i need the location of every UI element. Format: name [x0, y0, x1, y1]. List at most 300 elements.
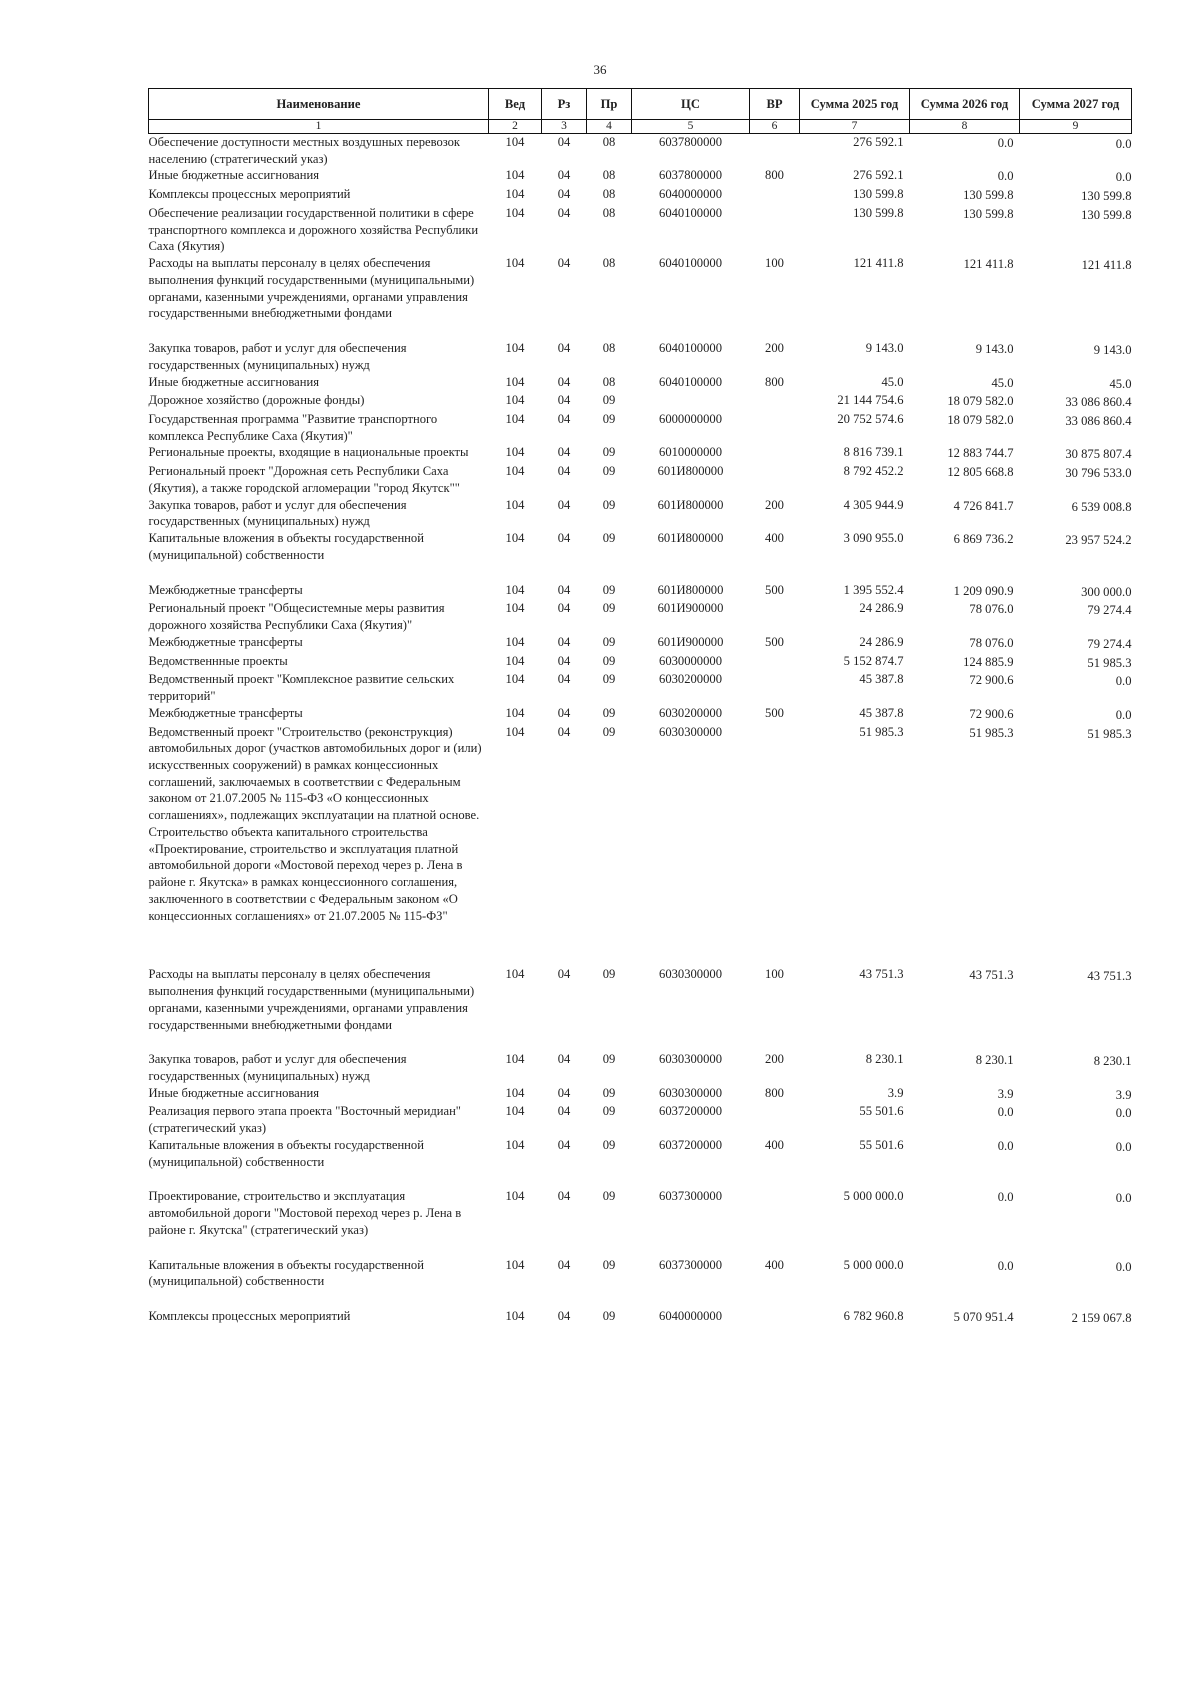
row-name: Закупка товаров, работ и услуг для обеспечения государственных (муниципальных) нужд — [148, 341, 407, 372]
row-rz: 04 — [557, 187, 571, 202]
row-sum-2027: 0.0 — [1115, 1139, 1132, 1154]
row-pr: 09 — [602, 1085, 616, 1100]
column-number: 5 — [632, 120, 750, 134]
row-rz: 04 — [557, 1189, 571, 1204]
row-ved: 104 — [505, 135, 525, 149]
row-cs: 6037800000 — [659, 168, 722, 183]
row-ved: 104 — [505, 1104, 525, 1119]
row-sum-2026: 0.0 — [997, 136, 1014, 150]
row-ved: 104 — [505, 412, 525, 427]
row-pr: 09 — [602, 1257, 616, 1272]
row-pr: 09 — [602, 412, 616, 427]
table-row — [149, 600, 1132, 633]
row-sum-2026: 130 599.8 — [963, 206, 1014, 221]
row-rz: 04 — [557, 967, 571, 982]
row-name: Дорожное хозяйство (дорожные фонды) — [148, 393, 365, 408]
row-vr — [750, 463, 800, 496]
row-cs: 6030200000 — [659, 705, 722, 720]
table-row — [149, 966, 1132, 1051]
row-sum-2027: 30 875 807.4 — [1065, 447, 1132, 462]
row-pr: 09 — [602, 967, 616, 982]
row-name: Комплексы процессных мероприятий — [148, 187, 351, 202]
budget-table — [148, 88, 1132, 1327]
row-sum-2027: 51 985.3 — [1087, 726, 1132, 741]
header-sum-2025: Сумма 2025 год — [800, 89, 910, 120]
row-cs: 601И800000 — [657, 497, 724, 512]
row-pr: 09 — [602, 724, 616, 739]
row-pr: 09 — [602, 672, 616, 687]
table-row — [149, 411, 1132, 444]
row-name: Межбюджетные трансферты — [148, 705, 303, 720]
row-pr: 09 — [602, 1137, 616, 1152]
header-cs: ЦС — [632, 89, 750, 120]
row-ved: 104 — [505, 705, 525, 720]
column-number: 2 — [489, 120, 542, 134]
row-ved: 104 — [505, 601, 525, 616]
row-cs: 6030300000 — [659, 1052, 722, 1067]
row-sum-2026: 5 070 951.4 — [953, 1310, 1014, 1325]
row-pr: 08 — [602, 374, 616, 389]
row-sum-2026: 12 805 668.8 — [947, 465, 1014, 480]
row-sum-2025: 4 305 944.9 — [843, 497, 904, 512]
row-vr: 100 — [765, 256, 784, 271]
row-rz: 04 — [557, 412, 571, 427]
row-pr: 08 — [602, 187, 616, 202]
row-ved: 104 — [505, 1085, 525, 1100]
table-row — [149, 497, 1132, 530]
row-vr — [750, 444, 800, 463]
row-rz: 04 — [557, 601, 571, 616]
row-rz: 04 — [557, 531, 571, 546]
row-cs: 601И900000 — [657, 601, 724, 616]
row-pr: 09 — [602, 445, 616, 460]
row-cs: 6037300000 — [659, 1257, 722, 1272]
row-vr: 200 — [765, 497, 784, 512]
row-sum-2026: 72 900.6 — [969, 706, 1014, 721]
row-sum-2025: 130 599.8 — [853, 187, 904, 202]
row-sum-2027: 0.0 — [1115, 707, 1132, 722]
row-sum-2025: 8 816 739.1 — [843, 445, 904, 460]
row-vr — [750, 1103, 800, 1136]
row-name: Ведомственнные проекты — [148, 653, 288, 668]
row-sum-2025: 5 000 000.0 — [843, 1257, 904, 1272]
row-name: Расходы на выплаты персоналу в целях обеспечения выполнения функций государственными (муниципальными) органами, казенными учреждениями, органами управления государственными внебюджетными фондами — [148, 967, 475, 1032]
table-row — [149, 582, 1132, 601]
row-vr — [750, 186, 800, 205]
row-name: Региональный проект "Дорожная сеть Республики Саха (Якутия), а также городской агломерации "город Якутск"" — [148, 464, 460, 495]
row-cs: 6040000000 — [659, 1309, 722, 1324]
row-sum-2025: 24 286.9 — [859, 601, 904, 616]
row-cs: 6037300000 — [659, 1189, 722, 1204]
column-number: 9 — [1020, 120, 1132, 134]
row-vr: 400 — [765, 1137, 784, 1152]
row-pr: 09 — [602, 1189, 616, 1204]
row-pr: 09 — [602, 1052, 616, 1067]
row-pr: 09 — [602, 582, 616, 597]
row-rz: 04 — [557, 672, 571, 687]
row-rz: 04 — [557, 256, 571, 271]
row-sum-2027: 0.0 — [1115, 1191, 1132, 1206]
row-vr — [750, 134, 800, 168]
header-vr: ВР — [750, 89, 800, 120]
row-sum-2026: 124 885.9 — [963, 654, 1014, 669]
row-sum-2026: 78 076.0 — [969, 602, 1014, 617]
row-rz: 04 — [557, 1309, 571, 1324]
row-sum-2026: 0.0 — [997, 1258, 1014, 1273]
header-sum-2026: Сумма 2026 год — [910, 89, 1020, 120]
table-row — [149, 634, 1132, 653]
row-name: Комплексы процессных мероприятий — [148, 1309, 351, 1324]
row-cs: 6040100000 — [659, 205, 722, 220]
row-sum-2025: 276 592.1 — [853, 135, 904, 149]
row-vr — [750, 1188, 800, 1256]
table-body — [149, 134, 1132, 1327]
row-vr: 200 — [765, 1052, 784, 1067]
row-name: Обеспечение реализации государственной политики в сфере транспортного комплекса и дорожного хозяйства Республики Саха (Якутия) — [148, 205, 479, 254]
row-sum-2025: 51 985.3 — [859, 724, 904, 739]
row-sum-2027: 6 539 008.8 — [1071, 499, 1132, 514]
row-sum-2027: 121 411.8 — [1081, 258, 1132, 273]
row-sum-2026: 12 883 744.7 — [947, 446, 1014, 461]
row-cs: 601И800000 — [657, 582, 724, 597]
table-row — [149, 671, 1132, 704]
header-name: Наименование — [149, 89, 489, 120]
row-rz: 04 — [557, 1085, 571, 1100]
row-sum-2025: 20 752 574.6 — [837, 412, 904, 427]
row-vr — [750, 1308, 800, 1327]
row-sum-2025: 3 090 955.0 — [843, 531, 904, 546]
row-name: Государственная программа "Развитие транспортного комплекса Республике Саха (Якутия)" — [148, 412, 438, 443]
table-row — [149, 1308, 1132, 1327]
row-pr: 09 — [602, 653, 616, 668]
row-sum-2026: 43 751.3 — [969, 968, 1014, 983]
row-vr: 500 — [765, 634, 784, 649]
row-ved: 104 — [505, 653, 525, 668]
row-rz: 04 — [557, 341, 571, 356]
row-sum-2025: 55 501.6 — [859, 1137, 904, 1152]
row-sum-2026: 72 900.6 — [969, 673, 1014, 688]
row-sum-2025: 21 144 754.6 — [837, 393, 904, 408]
table-row — [149, 724, 1132, 967]
row-sum-2025: 24 286.9 — [859, 634, 904, 649]
row-cs: 6030300000 — [659, 967, 722, 982]
row-name: Капитальные вложения в объекты государственной (муниципальной) собственности — [148, 531, 424, 562]
table-row — [149, 167, 1132, 186]
row-sum-2027: 79 274.4 — [1087, 603, 1132, 618]
row-name: Межбюджетные трансферты — [148, 634, 303, 649]
row-name: Иные бюджетные ассигнования — [148, 168, 320, 183]
row-rz: 04 — [557, 1257, 571, 1272]
table-row — [149, 1051, 1132, 1084]
row-sum-2025: 9 143.0 — [865, 341, 904, 356]
row-pr: 09 — [602, 393, 616, 408]
row-ved: 104 — [505, 497, 525, 512]
row-sum-2026: 9 143.0 — [975, 342, 1014, 357]
row-sum-2026: 0.0 — [997, 1105, 1014, 1120]
table-row — [149, 653, 1132, 672]
table-row — [149, 374, 1132, 393]
row-rz: 04 — [557, 634, 571, 649]
row-sum-2025: 8 792 452.2 — [843, 464, 904, 479]
row-sum-2026: 0.0 — [997, 169, 1014, 184]
row-ved: 104 — [505, 1137, 525, 1152]
row-vr — [750, 205, 800, 255]
row-ved: 104 — [505, 1257, 525, 1272]
row-name: Реализация первого этапа проекта "Восточный меридиан" (стратегический указ) — [148, 1104, 461, 1136]
row-rz: 04 — [557, 205, 571, 220]
row-pr: 09 — [602, 1104, 616, 1119]
table-row — [149, 134, 1132, 168]
column-number: 3 — [542, 120, 587, 134]
column-number: 7 — [800, 120, 910, 134]
row-name: Капитальные вложения в объекты государственной (муниципальной) собственности — [148, 1257, 424, 1289]
row-ved: 104 — [505, 187, 525, 202]
row-sum-2027: 130 599.8 — [1081, 189, 1132, 204]
table-row — [149, 530, 1132, 581]
row-sum-2025: 45 387.8 — [859, 705, 904, 720]
row-sum-2027: 45.0 — [1109, 376, 1132, 391]
row-cs: 601И800000 — [657, 464, 724, 479]
column-number: 8 — [910, 120, 1020, 134]
row-rz: 04 — [557, 582, 571, 597]
header-row — [149, 89, 1132, 120]
row-sum-2027: 33 086 860.4 — [1065, 395, 1132, 410]
row-cs: 6030300000 — [659, 1085, 722, 1100]
row-pr: 08 — [602, 341, 616, 356]
row-ved: 104 — [505, 464, 525, 479]
row-ved: 104 — [505, 634, 525, 649]
row-name: Иные бюджетные ассигнования — [148, 1085, 320, 1100]
table-row — [149, 205, 1132, 255]
table-row — [149, 1188, 1132, 1256]
row-sum-2027: 30 796 533.0 — [1065, 466, 1132, 481]
table-row — [149, 1085, 1132, 1104]
row-cs: 6040100000 — [659, 374, 722, 389]
row-sum-2025: 1 395 552.4 — [843, 582, 904, 597]
row-ved: 104 — [505, 724, 525, 739]
row-ved: 104 — [505, 205, 525, 220]
row-vr: 400 — [765, 1257, 784, 1272]
row-vr: 500 — [765, 582, 784, 597]
row-sum-2027: 79 274.4 — [1087, 636, 1132, 651]
row-pr: 09 — [602, 601, 616, 616]
row-sum-2027: 23 957 524.2 — [1065, 533, 1132, 548]
row-ved: 104 — [505, 1189, 525, 1204]
row-sum-2025: 3.9 — [887, 1085, 904, 1100]
row-cs: 6030200000 — [659, 672, 722, 687]
row-sum-2025: 5 000 000.0 — [843, 1189, 904, 1204]
row-ved: 104 — [505, 531, 525, 546]
row-sum-2025: 45 387.8 — [859, 672, 904, 687]
row-rz: 04 — [557, 497, 571, 512]
row-sum-2026: 6 869 736.2 — [953, 532, 1014, 547]
row-rz: 04 — [557, 464, 571, 479]
row-name: Региональный проект "Общесистемные меры развития дорожного хозяйства Республики Саха (Якутия)" — [148, 601, 445, 633]
row-vr: 500 — [765, 705, 784, 720]
row-rz: 04 — [557, 393, 571, 408]
row-ved: 104 — [505, 374, 525, 389]
row-rz: 04 — [557, 445, 571, 460]
row-sum-2025: 276 592.1 — [853, 168, 904, 183]
row-vr — [750, 724, 800, 967]
row-pr: 08 — [602, 135, 616, 149]
column-number: 4 — [587, 120, 632, 134]
row-sum-2025: 5 152 874.7 — [843, 653, 904, 668]
row-name: Закупка товаров, работ и услуг для обеспечения государственных (муниципальных) нужд — [148, 1052, 407, 1083]
row-sum-2027: 0.0 — [1115, 1106, 1132, 1121]
row-cs: 6040000000 — [659, 187, 722, 202]
row-cs: 6030000000 — [659, 653, 722, 668]
row-vr: 800 — [765, 374, 784, 389]
row-sum-2027: 130 599.8 — [1081, 207, 1132, 222]
row-name: Капитальные вложения в объекты государственной (муниципальной) собственности — [148, 1137, 424, 1169]
row-cs: 6037200000 — [659, 1104, 722, 1119]
row-sum-2026: 121 411.8 — [963, 257, 1014, 272]
row-cs: 6037800000 — [659, 135, 722, 149]
row-ved: 104 — [505, 672, 525, 687]
row-rz: 04 — [557, 1104, 571, 1119]
row-cs: 6010000000 — [659, 445, 722, 460]
row-sum-2025: 45.0 — [881, 374, 904, 389]
row-ved: 104 — [505, 1052, 525, 1067]
row-name: Ведомственный проект "Строительство (реконструкция) автомобильных дорог (участков автомобильных дорог и (или) искусственных сооружений) в рамках концессионных соглашений, заключаемых в соответствии с Федеральным законом от 21.07.2005 № 115-ФЗ «О концессионных соглашениях», подлежащих эксплуатации на платной основе. Строительство объекта капитального строительства «Проектирование, строительство и эксплуатация платной автомобильной дороги «Мостовой переход через р. Лена в районе г. Якутска» в рамках концессионного соглашения, заключенного в соответствии с Федеральным законом «О концессионных соглашениях» от 21.07.2005 № 115-ФЗ" — [148, 724, 482, 923]
row-cs: 6037200000 — [659, 1137, 722, 1152]
row-vr — [750, 653, 800, 672]
header-ved: Вед — [489, 89, 542, 120]
row-sum-2026: 0.0 — [997, 1138, 1014, 1153]
row-ved: 104 — [505, 582, 525, 597]
header-sum-2027: Сумма 2027 год — [1020, 89, 1132, 120]
row-vr: 200 — [765, 341, 784, 356]
row-name: Ведомственный проект "Комплексное развитие сельских территорий" — [148, 672, 455, 704]
table-row — [149, 392, 1132, 411]
table-row — [149, 1257, 1132, 1308]
column-number-row — [149, 120, 1132, 134]
row-sum-2026: 18 079 582.0 — [947, 413, 1014, 428]
row-sum-2027: 0.0 — [1115, 170, 1132, 185]
row-cs: 6040100000 — [659, 256, 722, 271]
row-rz: 04 — [557, 1052, 571, 1067]
row-vr — [750, 671, 800, 704]
row-pr: 09 — [602, 464, 616, 479]
row-cs: 601И900000 — [657, 634, 724, 649]
row-pr: 09 — [602, 531, 616, 546]
row-sum-2026: 130 599.8 — [963, 188, 1014, 203]
row-sum-2026: 18 079 582.0 — [947, 394, 1014, 409]
row-name: Межбюджетные трансферты — [148, 582, 303, 597]
row-pr: 09 — [602, 634, 616, 649]
page-number: 36 — [593, 62, 607, 77]
row-sum-2026: 51 985.3 — [969, 725, 1014, 740]
row-pr: 09 — [602, 1309, 616, 1324]
row-sum-2026: 0.0 — [997, 1190, 1014, 1205]
row-pr: 09 — [602, 705, 616, 720]
row-pr: 08 — [602, 205, 616, 220]
column-number: 1 — [149, 120, 489, 134]
row-name: Иные бюджетные ассигнования — [148, 374, 320, 389]
column-number: 6 — [750, 120, 800, 134]
header-pr: Пр — [587, 89, 632, 120]
header-rz: Рз — [542, 89, 587, 120]
row-sum-2027: 8 230.1 — [1093, 1054, 1132, 1069]
row-ved: 104 — [505, 168, 525, 183]
row-cs: 6030300000 — [659, 724, 722, 739]
row-vr — [750, 600, 800, 633]
row-vr: 400 — [765, 531, 784, 546]
row-sum-2027: 43 751.3 — [1087, 969, 1132, 984]
row-cs — [632, 392, 750, 411]
row-cs: 6000000000 — [659, 412, 722, 427]
row-rz: 04 — [557, 135, 571, 149]
row-sum-2027: 3.9 — [1115, 1087, 1132, 1102]
row-sum-2025: 121 411.8 — [853, 256, 904, 271]
row-rz: 04 — [557, 168, 571, 183]
row-name: Региональные проекты, входящие в национальные проекты — [148, 445, 469, 460]
table-row — [149, 340, 1132, 373]
row-cs: 6040100000 — [659, 341, 722, 356]
row-vr — [750, 411, 800, 444]
row-ved: 104 — [505, 341, 525, 356]
row-rz: 04 — [557, 705, 571, 720]
row-sum-2027: 51 985.3 — [1087, 655, 1132, 670]
row-sum-2026: 3.9 — [997, 1086, 1014, 1101]
row-sum-2026: 78 076.0 — [969, 635, 1014, 650]
row-sum-2027: 0.0 — [1115, 1259, 1132, 1274]
row-name: Расходы на выплаты персоналу в целях обеспечения выполнения функций государственными (муниципальными) органами, казенными учреждениями, органами управления государственными внебюджетными фондами — [148, 256, 475, 321]
row-rz: 04 — [557, 374, 571, 389]
row-ved: 104 — [505, 393, 525, 408]
row-sum-2025: 6 782 960.8 — [843, 1309, 904, 1324]
row-pr: 08 — [602, 256, 616, 271]
row-sum-2026: 4 726 841.7 — [953, 498, 1014, 513]
row-name: Обеспечение доступности местных воздушных перевозок населению (стратегический указ) — [148, 135, 461, 166]
row-sum-2027: 0.0 — [1115, 137, 1132, 151]
table-row — [149, 444, 1132, 463]
table-row — [149, 186, 1132, 205]
row-sum-2027: 2 159 067.8 — [1071, 1311, 1132, 1326]
row-name: Проектирование, строительство и эксплуатация автомобильной дороги "Мостовой переход через р. Лена в районе г. Якутска" (стратегический указ) — [148, 1189, 462, 1237]
row-sum-2026: 8 230.1 — [975, 1053, 1014, 1068]
row-sum-2025: 130 599.8 — [853, 205, 904, 220]
row-sum-2027: 0.0 — [1115, 674, 1132, 689]
row-sum-2026: 45.0 — [991, 375, 1014, 390]
row-rz: 04 — [557, 1137, 571, 1152]
row-rz: 04 — [557, 724, 571, 739]
row-rz: 04 — [557, 653, 571, 668]
table-row — [149, 1103, 1132, 1136]
row-name: Закупка товаров, работ и услуг для обеспечения государственных (муниципальных) нужд — [148, 497, 407, 529]
table-row — [149, 705, 1132, 724]
row-sum-2025: 43 751.3 — [859, 967, 904, 982]
row-vr: 800 — [765, 168, 784, 183]
row-pr: 09 — [602, 497, 616, 512]
row-ved: 104 — [505, 256, 525, 271]
table-row — [149, 463, 1132, 496]
row-vr: 100 — [765, 967, 784, 982]
row-sum-2027: 33 086 860.4 — [1065, 414, 1132, 429]
row-sum-2026: 1 209 090.9 — [953, 583, 1014, 598]
row-ved: 104 — [505, 445, 525, 460]
row-sum-2025: 8 230.1 — [865, 1052, 904, 1067]
table-row — [149, 1137, 1132, 1188]
row-ved: 104 — [505, 1309, 525, 1324]
row-sum-2025: 55 501.6 — [859, 1104, 904, 1119]
row-sum-2027: 300 000.0 — [1081, 584, 1132, 599]
table-row — [149, 255, 1132, 340]
row-pr: 08 — [602, 168, 616, 183]
row-vr: 800 — [765, 1085, 784, 1100]
row-vr — [750, 392, 800, 411]
